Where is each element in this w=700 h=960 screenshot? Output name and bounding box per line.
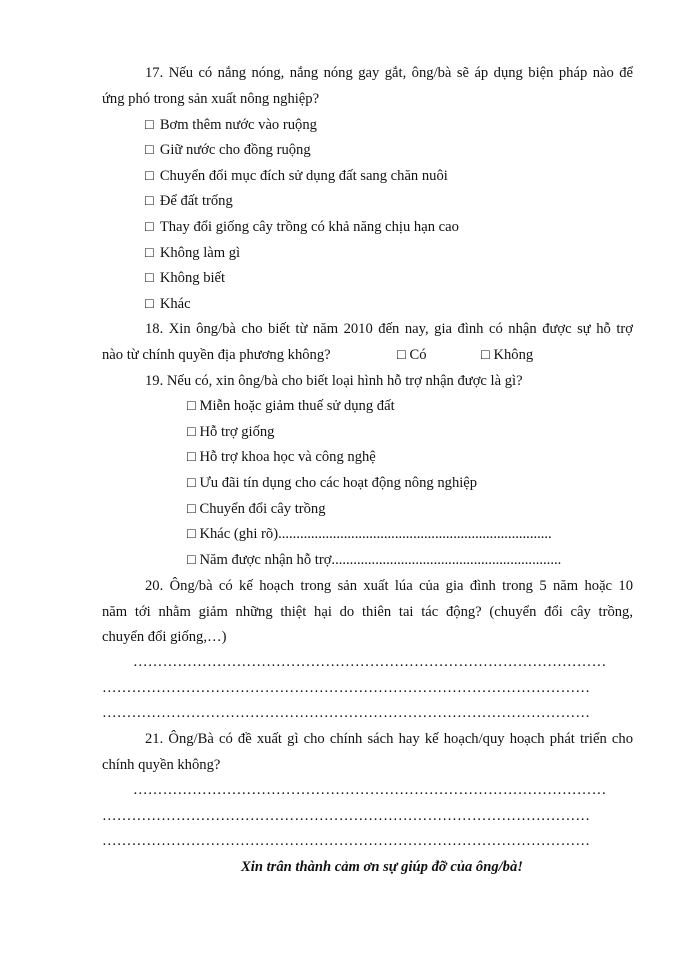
- q17-text-line2: ứng phó trong sản xuất nông nghiệp?: [102, 91, 320, 107]
- q17-option-2[interactable]: □ Giữ nước cho đồng ruộng: [145, 142, 311, 158]
- checkbox-icon: □: [145, 168, 154, 184]
- q19-option-2[interactable]: □ Hỗ trợ giống: [187, 424, 275, 440]
- q19-text: 19. Nếu có, xin ông/bà cho biết loại hình hỗ trợ nhận được là gì?: [145, 373, 523, 389]
- q21-answer-line-3[interactable]: ………………………………………………………………………………………: [102, 833, 591, 849]
- q19-option-4[interactable]: □ Ưu đãi tín dụng cho các hoạt động nông nghiệp: [187, 475, 478, 491]
- q19-option-3[interactable]: □ Hỗ trợ khoa học và công nghệ: [187, 449, 376, 465]
- q19-option-1[interactable]: □ Miễn hoặc giảm thuế sử dụng đất: [187, 398, 395, 414]
- q20-text-line1: 20. Ông/bà có kế hoạch trong sản xuất lúa của gia đình trong 5 năm hoặc 10: [145, 578, 633, 594]
- q17-option-1[interactable]: □ Bơm thêm nước vào ruộng: [145, 117, 317, 133]
- q17-option-4[interactable]: □ Để đất trống: [145, 193, 233, 209]
- checkbox-icon: □: [145, 142, 154, 158]
- q17-text-line1: 17. Nếu có nắng nóng, nắng nóng gay gắt, ông/bà sẽ áp dụng biện pháp nào để: [145, 65, 633, 81]
- q19-option-year[interactable]: □ Năm được nhận hỗ trợ...............................................................: [187, 552, 562, 568]
- q21-answer-line-1[interactable]: ……………………………………………………………………………………: [133, 782, 607, 798]
- q17-option-8[interactable]: □ Khác: [145, 296, 191, 312]
- q20-answer-line-1[interactable]: ……………………………………………………………………………………: [133, 654, 607, 670]
- q21-answer-line-2[interactable]: ………………………………………………………………………………………: [102, 808, 591, 824]
- q20-text-line2: năm tới nhằm giảm những thiệt hại do thiên tai tác động? (chuyển đổi cây trồng,: [102, 604, 633, 620]
- q19-option-5[interactable]: □ Chuyển đổi cây trồng: [187, 501, 326, 517]
- q17-option-5[interactable]: □ Thay đổi giống cây trồng có khả năng chịu hạn cao: [145, 219, 459, 235]
- checkbox-icon: □: [145, 117, 154, 133]
- q20-answer-line-3[interactable]: ………………………………………………………………………………………: [102, 705, 591, 721]
- closing-thanks: Xin trân thành cảm ơn sự giúp đỡ của ông/bà!: [241, 859, 523, 875]
- q21-text-line1: 21. Ông/Bà có đề xuất gì cho chính sách hay kế hoạch/quy hoạch phát triển cho: [145, 731, 633, 747]
- q18-option-no[interactable]: □ Không: [481, 347, 534, 363]
- q20-text-line3: chuyển đổi giống,…): [102, 629, 227, 645]
- checkbox-icon: □: [145, 219, 154, 235]
- q18-text-line1: 18. Xin ông/bà cho biết từ năm 2010 đến nay, gia đình có nhận được sự hỗ trợ: [145, 321, 633, 337]
- q21-text-line2: chính quyền không?: [102, 757, 221, 773]
- q17-option-3[interactable]: □ Chuyển đổi mục đích sử dụng đất sang chăn nuôi: [145, 168, 448, 184]
- q20-answer-line-2[interactable]: ………………………………………………………………………………………: [102, 680, 591, 696]
- checkbox-icon: □: [145, 193, 154, 209]
- checkbox-icon: □: [145, 296, 154, 312]
- checkbox-icon: □: [145, 270, 154, 286]
- q17-option-7[interactable]: □ Không biết: [145, 270, 226, 286]
- q18-text-line2: nào từ chính quyền địa phương không?: [102, 347, 331, 363]
- checkbox-icon: □: [145, 245, 154, 261]
- q19-option-other[interactable]: □ Khác (ghi rõ)...........................................................................: [187, 526, 552, 542]
- q17-option-6[interactable]: □ Không làm gì: [145, 245, 241, 261]
- q18-option-yes[interactable]: □ Có: [397, 347, 427, 363]
